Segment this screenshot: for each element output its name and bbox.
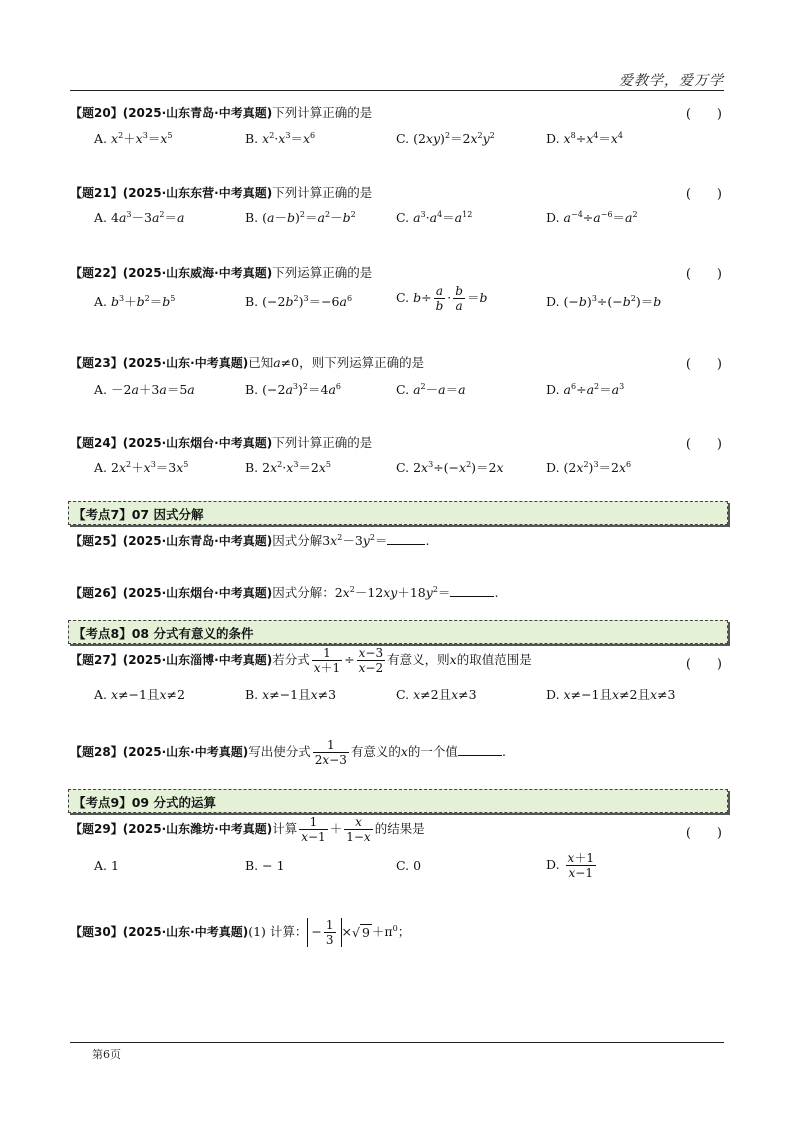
option-c[interactable]: C. $a^3\cdot a^4=a^{12}$ xyxy=(396,210,473,225)
question-source: (2025·山东·中考真题) xyxy=(122,356,249,370)
option-label: A. xyxy=(94,294,108,309)
question-end: . xyxy=(425,533,430,548)
section-header-kaodian-9 xyxy=(68,789,728,813)
question-source: (2025·山东·中考真题) xyxy=(122,925,249,939)
option-label: D. xyxy=(546,382,560,397)
question-tag: 【题23】 xyxy=(70,356,123,370)
option-d[interactable]: D. $x^8\div x^4=x^4$ xyxy=(546,131,624,146)
page-number: 第6页 xyxy=(92,1048,121,1061)
option-b[interactable]: B. x≠−1且x≠3 xyxy=(245,687,337,702)
answer-blank[interactable] xyxy=(450,587,494,597)
question-stem: 因式分解 xyxy=(272,533,323,548)
section-header-kaodian-7 xyxy=(68,501,728,525)
question-tag: 【题28】 xyxy=(70,745,123,759)
answer-blank[interactable] xyxy=(387,535,425,545)
option-label: C. xyxy=(396,131,410,146)
option-c[interactable]: C. $2x^3\div(-x^2)=2x$ xyxy=(396,460,504,475)
question-stem: 下列计算正确的是 xyxy=(272,105,373,120)
question-stem: (1) 计算： xyxy=(248,924,308,939)
answer-paren: ( ) xyxy=(685,826,722,841)
question-stem-3: 的取值范围是 xyxy=(456,652,532,667)
question-20-head xyxy=(70,103,372,121)
question-stem-3: 的一个值 xyxy=(407,744,458,759)
option-label: A. xyxy=(94,687,108,702)
question-source: (2025·山东潍坊·中考真题) xyxy=(122,822,273,836)
option-c[interactable]: C. $(2xy)^2=2x^2y^2$ xyxy=(396,131,495,146)
option-c[interactable]: C. x≠2且x≠3 xyxy=(396,687,477,702)
header-motto: 爱教学，爱万学 xyxy=(619,73,724,89)
answer-paren: ( ) xyxy=(685,107,722,122)
option-label: C. xyxy=(396,210,410,225)
question-end: . xyxy=(494,585,499,600)
question-source: (2025·山东烟台·中考真题) xyxy=(122,586,273,600)
question-27-head: 【题27】(2025·山东淄博·中考真题)若分式 $\frac{1}{x+1}$ ÷ $\frac{x-3}{x-2}$ 有意义，则x的取值范围是 xyxy=(70,646,532,675)
question-29-head: 【题29】(2025·山东潍坊·中考真题)计算 $\frac{1}{x-1}$ ＋ $\frac{x}{1-x}$ 的结果是 xyxy=(70,815,425,844)
section-title: 【考点7】07 因式分解 xyxy=(73,507,204,522)
answer-paren: ( ) xyxy=(685,357,722,372)
question-30-head: 【题30】(2025·山东·中考真题)(1) 计算： − $\frac{1}{3}$ ×√ $9 +\pi^0$； xyxy=(70,918,411,947)
option-c[interactable]: C. $a^2-a=a$ xyxy=(396,382,466,397)
option-label: D. xyxy=(546,460,560,475)
option-d[interactable]: D. $a^6\div a^2=a^3$ xyxy=(546,382,625,397)
section-title: 【考点8】08 分式有意义的条件 xyxy=(73,626,254,641)
header-rule xyxy=(70,90,724,91)
question-tag: 【题25】 xyxy=(70,534,123,548)
option-label: C. xyxy=(396,382,410,397)
question-stem-2: 有意义的 xyxy=(350,744,401,759)
question-24-head xyxy=(70,433,372,451)
question-21-head xyxy=(70,183,372,201)
answer-blank[interactable] xyxy=(458,746,502,756)
question-source: (2025·山东·中考真题) xyxy=(122,745,249,759)
option-label: D. xyxy=(546,687,560,702)
option-a[interactable]: A. 1 xyxy=(94,858,119,873)
option-label: B. xyxy=(245,210,259,225)
question-stem: 计算 xyxy=(272,821,298,836)
question-23-head: 【题23】(2025·山东·中考真题)已知a≠0，则下列运算正确的是 xyxy=(70,355,425,370)
question-source: (2025·山东烟台·中考真题) xyxy=(122,436,273,450)
option-a[interactable]: A. －2a＋3a＝5a xyxy=(94,382,195,397)
option-a[interactable]: A. $2x^2+x^3=3x^5$ xyxy=(94,460,189,475)
question-stem-2: 的结果是 xyxy=(374,821,425,836)
option-label: C. xyxy=(396,290,410,305)
question-source: (2025·山东淄博·中考真题) xyxy=(122,653,273,667)
option-label: D. xyxy=(546,294,560,309)
question-stem-2: 有意义，则 xyxy=(387,652,450,667)
option-label: D. xyxy=(546,857,560,872)
option-a[interactable]: A. $x^2+x^3=x^5$ xyxy=(94,131,173,146)
option-b[interactable]: B. $2x^2\cdot x^3=2x^5$ xyxy=(245,460,332,475)
option-label: C. xyxy=(396,687,410,702)
question-end: ； xyxy=(397,924,411,939)
section-header-kaodian-8 xyxy=(68,620,728,644)
option-d[interactable]: D. $(2x^2)^3=2x^6$ xyxy=(546,460,632,475)
option-label: A. xyxy=(94,382,108,397)
question-tag: 【题24】 xyxy=(70,436,123,450)
option-label: C. xyxy=(396,460,410,475)
option-b[interactable]: B. $x^2\cdot x^3=x^6$ xyxy=(245,131,316,146)
question-tag: 【题30】 xyxy=(70,925,123,939)
option-label: D. xyxy=(546,131,560,146)
option-c[interactable]: C. b÷ $\frac{a}{b}$ · $\frac{b}{a}$ ＝b xyxy=(396,284,488,313)
question-stem: 因式分解： xyxy=(272,585,335,600)
option-label: A. xyxy=(94,131,108,146)
question-stem: 下列运算正确的是 xyxy=(272,265,373,280)
option-label: B. xyxy=(245,460,259,475)
option-a[interactable]: A. $4a^3-3a^2=a$ xyxy=(94,210,185,225)
question-28-head: 【题28】(2025·山东·中考真题)写出使分式 $\frac{1}{2x-3}$ 有意义的x的一个值 . xyxy=(70,738,506,767)
question-tag: 【题20】 xyxy=(70,106,123,120)
option-d[interactable]: D. x≠−1且x≠2且x≠3 xyxy=(546,687,676,702)
section-title: 【考点9】09 分式的运算 xyxy=(73,795,216,810)
question-source: (2025·山东青岛·中考真题) xyxy=(122,106,273,120)
option-d[interactable]: D. $\frac{x+1}{x-1}$ xyxy=(546,851,594,880)
option-label: B. xyxy=(245,294,259,309)
option-b[interactable]: B. $(-2b^2)^3=-6a^6$ xyxy=(245,294,353,309)
option-label: B. xyxy=(245,131,259,146)
option-b[interactable]: B. − 1 xyxy=(245,858,285,873)
option-a[interactable]: A. x≠−1且x≠2 xyxy=(94,687,185,702)
question-tag: 【题27】 xyxy=(70,653,123,667)
question-tag: 【题21】 xyxy=(70,186,123,200)
question-tag: 【题22】 xyxy=(70,266,123,280)
question-25-head: 【题25】(2025·山东青岛·中考真题)因式分解$3x^2-3y^2=$ . xyxy=(70,533,430,548)
question-tag: 【题29】 xyxy=(70,822,123,836)
question-end: . xyxy=(501,744,506,759)
option-label: D. xyxy=(546,210,560,225)
question-source: (2025·山东东营·中考真题) xyxy=(122,186,273,200)
question-tag: 【题26】 xyxy=(70,586,123,600)
question-stem: 已知 xyxy=(248,355,274,370)
option-label: A. xyxy=(94,460,108,475)
answer-paren: ( ) xyxy=(685,437,722,452)
question-stem: 若分式 xyxy=(272,652,310,667)
question-stem: 写出使分式 xyxy=(248,744,311,759)
question-source: (2025·山东威海·中考真题) xyxy=(122,266,273,280)
question-stem: 下列计算正确的是 xyxy=(272,435,373,450)
footer-rule xyxy=(70,1042,724,1043)
question-22-head xyxy=(70,263,372,281)
option-b[interactable]: B. $(-2a^3)^2=4a^6$ xyxy=(245,382,341,397)
option-label: A. xyxy=(94,210,108,225)
option-c[interactable]: C. 0 xyxy=(396,858,422,873)
option-b[interactable]: B. $(a-b)^2=a^2-b^2$ xyxy=(245,210,356,225)
question-stem: 下列计算正确的是 xyxy=(272,185,373,200)
answer-paren: ( ) xyxy=(685,657,722,672)
option-d[interactable]: D. $(-b)^3\div(-b^2)=b$ xyxy=(546,294,662,309)
answer-paren: ( ) xyxy=(685,187,722,202)
question-stem-2: ，则下列运算正确的是 xyxy=(299,355,425,370)
option-label: B. xyxy=(245,382,259,397)
question-source: (2025·山东青岛·中考真题) xyxy=(122,534,273,548)
answer-paren: ( ) xyxy=(685,267,722,282)
option-a[interactable]: A. $b^3+b^2=b^5$ xyxy=(94,294,176,309)
option-label: B. xyxy=(245,687,259,702)
question-26-head: 【题26】(2025·山东烟台·中考真题)因式分解：$2x^2-12xy+18y^2=$ . xyxy=(70,585,499,600)
option-d[interactable]: D. $a^{-4}\div a^{-6}=a^2$ xyxy=(546,210,638,225)
